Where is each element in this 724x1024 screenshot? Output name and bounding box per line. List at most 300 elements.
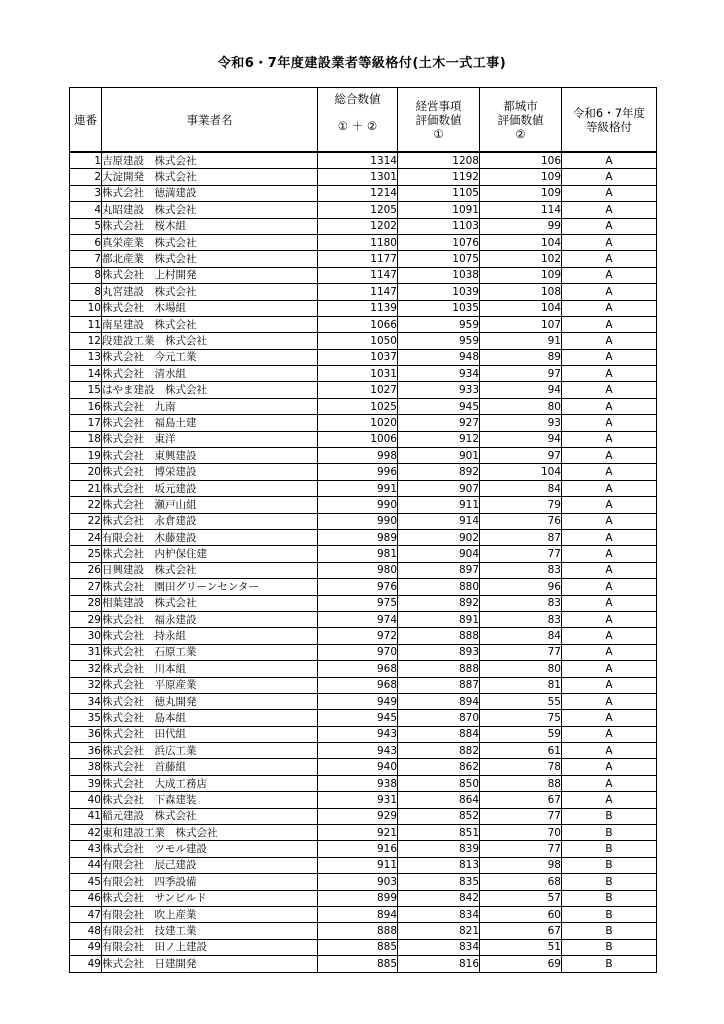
row-company-name: 株式会社 ツモル建設 [102, 841, 318, 857]
table-row [70, 267, 657, 283]
row-grade: A [562, 710, 657, 726]
row-no: 15 [70, 382, 102, 398]
row-management-score: 839 [398, 841, 480, 857]
row-grade: B [562, 841, 657, 857]
row-company-name: 稲元建設 株式会社 [102, 808, 318, 824]
row-city-score: 91 [480, 333, 562, 349]
table-row [70, 906, 657, 922]
row-grade: A [562, 759, 657, 775]
row-grade: B [562, 923, 657, 939]
row-company-name: 株式会社 東洋 [102, 431, 318, 447]
row-management-score: 842 [398, 890, 480, 906]
table-row [70, 366, 657, 382]
row-no: 6 [70, 234, 102, 250]
row-city-score: 70 [480, 825, 562, 841]
row-total-score: 1205 [318, 202, 398, 218]
row-no: 18 [70, 431, 102, 447]
row-grade: A [562, 349, 657, 365]
row-no: 42 [70, 825, 102, 841]
table-row [70, 202, 657, 218]
row-company-name: 株式会社 清水組 [102, 366, 318, 382]
row-total-score: 1139 [318, 300, 398, 316]
row-city-score: 75 [480, 710, 562, 726]
row-no: 40 [70, 792, 102, 808]
header-grade: 令和6・7年度 等級格付 [562, 88, 657, 153]
row-total-score: 990 [318, 497, 398, 513]
row-city-score: 99 [480, 218, 562, 234]
header-name: 事業者名 [102, 88, 318, 153]
table-row [70, 546, 657, 562]
row-management-score: 834 [398, 906, 480, 922]
row-no: 43 [70, 841, 102, 857]
grade-table [69, 87, 657, 973]
row-city-score: 78 [480, 759, 562, 775]
row-total-score: 945 [318, 710, 398, 726]
table-header [70, 88, 657, 153]
row-no: 5 [70, 218, 102, 234]
row-company-name: 株式会社 川本組 [102, 661, 318, 677]
row-management-score: 891 [398, 611, 480, 627]
row-management-score: 911 [398, 497, 480, 513]
row-grade: A [562, 448, 657, 464]
row-city-score: 67 [480, 923, 562, 939]
row-management-score: 912 [398, 431, 480, 447]
row-no: 7 [70, 251, 102, 267]
row-city-score: 106 [480, 152, 562, 169]
row-company-name: 大淀開発 株式会社 [102, 169, 318, 185]
row-management-score: 897 [398, 562, 480, 578]
row-grade: A [562, 497, 657, 513]
row-grade: A [562, 333, 657, 349]
row-city-score: 109 [480, 267, 562, 283]
table-row [70, 825, 657, 841]
row-city-score: 59 [480, 726, 562, 742]
row-management-score: 1076 [398, 234, 480, 250]
row-management-score: 1091 [398, 202, 480, 218]
row-no: 21 [70, 480, 102, 496]
table-row [70, 726, 657, 742]
row-city-score: 80 [480, 661, 562, 677]
row-city-score: 104 [480, 234, 562, 250]
row-no: 13 [70, 349, 102, 365]
row-no: 24 [70, 529, 102, 545]
row-company-name: 株式会社 園田グリーンセンター [102, 579, 318, 595]
row-total-score: 990 [318, 513, 398, 529]
row-total-score: 1202 [318, 218, 398, 234]
row-city-score: 77 [480, 841, 562, 857]
row-no: 29 [70, 611, 102, 627]
row-grade: A [562, 513, 657, 529]
table-row [70, 234, 657, 250]
row-no: 22 [70, 513, 102, 529]
row-company-name: 株式会社 桜木組 [102, 218, 318, 234]
row-management-score: 1038 [398, 267, 480, 283]
table-row [70, 956, 657, 972]
row-grade: A [562, 743, 657, 759]
table-row [70, 874, 657, 890]
row-grade: A [562, 251, 657, 267]
row-city-score: 76 [480, 513, 562, 529]
row-no: 46 [70, 890, 102, 906]
row-management-score: 1035 [398, 300, 480, 316]
header-no: 連番 [70, 88, 102, 153]
table-row [70, 529, 657, 545]
row-grade: A [562, 562, 657, 578]
row-total-score: 1180 [318, 234, 398, 250]
table-row [70, 513, 657, 529]
row-total-score: 911 [318, 857, 398, 873]
row-city-score: 83 [480, 611, 562, 627]
row-company-name: 日興建設 株式会社 [102, 562, 318, 578]
row-company-name: 真栄産業 株式会社 [102, 234, 318, 250]
row-company-name: 株式会社 下森建装 [102, 792, 318, 808]
row-no: 4 [70, 202, 102, 218]
row-company-name: 株式会社 石原工業 [102, 644, 318, 660]
row-management-score: 862 [398, 759, 480, 775]
table-row [70, 759, 657, 775]
row-city-score: 51 [480, 939, 562, 955]
row-company-name: 株式会社 上村開発 [102, 267, 318, 283]
row-grade: A [562, 726, 657, 742]
row-city-score: 93 [480, 415, 562, 431]
table-row [70, 644, 657, 660]
table-row [70, 480, 657, 496]
row-management-score: 864 [398, 792, 480, 808]
row-city-score: 104 [480, 464, 562, 480]
table-row [70, 890, 657, 906]
row-total-score: 1066 [318, 316, 398, 332]
row-management-score: 894 [398, 693, 480, 709]
row-city-score: 89 [480, 349, 562, 365]
row-company-name: 株式会社 徳丸開発 [102, 693, 318, 709]
table-row [70, 284, 657, 300]
row-no: 49 [70, 956, 102, 972]
row-city-score: 61 [480, 743, 562, 759]
row-company-name: 株式会社 瀬戸山組 [102, 497, 318, 513]
row-city-score: 102 [480, 251, 562, 267]
row-no: 22 [70, 497, 102, 513]
row-company-name: 株式会社 木場組 [102, 300, 318, 316]
row-no: 11 [70, 316, 102, 332]
row-city-score: 108 [480, 284, 562, 300]
row-total-score: 972 [318, 628, 398, 644]
row-total-score: 1147 [318, 284, 398, 300]
table-row [70, 300, 657, 316]
table-row [70, 333, 657, 349]
row-city-score: 57 [480, 890, 562, 906]
row-city-score: 97 [480, 366, 562, 382]
row-management-score: 816 [398, 956, 480, 972]
row-total-score: 980 [318, 562, 398, 578]
row-grade: A [562, 185, 657, 201]
row-company-name: 丸昭建設 株式会社 [102, 202, 318, 218]
row-management-score: 892 [398, 595, 480, 611]
row-no: 20 [70, 464, 102, 480]
row-total-score: 975 [318, 595, 398, 611]
table-row [70, 611, 657, 627]
row-company-name: 株式会社 サンビルド [102, 890, 318, 906]
row-total-score: 968 [318, 661, 398, 677]
row-management-score: 1103 [398, 218, 480, 234]
row-total-score: 1027 [318, 382, 398, 398]
header-total: 総合数値 ① ＋ ② [318, 88, 398, 153]
row-grade: A [562, 661, 657, 677]
table-row [70, 382, 657, 398]
row-no: 30 [70, 628, 102, 644]
row-grade: B [562, 874, 657, 890]
table-row [70, 775, 657, 791]
row-company-name: 有限会社 四季設備 [102, 874, 318, 890]
row-management-score: 850 [398, 775, 480, 791]
row-grade: A [562, 529, 657, 545]
row-no: 28 [70, 595, 102, 611]
row-grade: A [562, 677, 657, 693]
row-no: 8 [70, 267, 102, 283]
table-row [70, 562, 657, 578]
row-no: 49 [70, 939, 102, 955]
table-row [70, 808, 657, 824]
row-city-score: 55 [480, 693, 562, 709]
table-row [70, 431, 657, 447]
row-management-score: 1208 [398, 152, 480, 169]
row-management-score: 1039 [398, 284, 480, 300]
table-row [70, 169, 657, 185]
row-company-name: 株式会社 浜広工業 [102, 743, 318, 759]
row-management-score: 888 [398, 661, 480, 677]
row-company-name: 吉原建設 株式会社 [102, 152, 318, 169]
row-no: 35 [70, 710, 102, 726]
row-company-name: はやま建設 株式会社 [102, 382, 318, 398]
row-city-score: 84 [480, 480, 562, 496]
row-total-score: 1031 [318, 366, 398, 382]
row-company-name: 株式会社 田代組 [102, 726, 318, 742]
row-total-score: 943 [318, 743, 398, 759]
row-no: 3 [70, 185, 102, 201]
row-city-score: 81 [480, 677, 562, 693]
row-total-score: 1025 [318, 398, 398, 414]
row-total-score: 943 [318, 726, 398, 742]
row-no: 14 [70, 366, 102, 382]
row-total-score: 938 [318, 775, 398, 791]
row-total-score: 996 [318, 464, 398, 480]
row-management-score: 880 [398, 579, 480, 595]
row-total-score: 940 [318, 759, 398, 775]
table-row [70, 218, 657, 234]
row-grade: A [562, 644, 657, 660]
row-management-score: 948 [398, 349, 480, 365]
row-total-score: 974 [318, 611, 398, 627]
row-grade: B [562, 906, 657, 922]
row-total-score: 1177 [318, 251, 398, 267]
row-management-score: 904 [398, 546, 480, 562]
row-company-name: 株式会社 今元工業 [102, 349, 318, 365]
row-grade: B [562, 825, 657, 841]
row-city-score: 77 [480, 644, 562, 660]
row-management-score: 887 [398, 677, 480, 693]
table-body [70, 152, 657, 972]
row-management-score: 902 [398, 529, 480, 545]
table-row [70, 628, 657, 644]
row-grade: A [562, 234, 657, 250]
row-total-score: 916 [318, 841, 398, 857]
row-company-name: 有限会社 吹上産業 [102, 906, 318, 922]
row-total-score: 981 [318, 546, 398, 562]
table-row [70, 185, 657, 201]
table-row [70, 677, 657, 693]
row-no: 32 [70, 661, 102, 677]
row-no: 25 [70, 546, 102, 562]
row-grade: A [562, 382, 657, 398]
row-management-score: 884 [398, 726, 480, 742]
row-city-score: 77 [480, 808, 562, 824]
row-no: 27 [70, 579, 102, 595]
row-grade: A [562, 415, 657, 431]
row-grade: B [562, 956, 657, 972]
row-total-score: 903 [318, 874, 398, 890]
table-row [70, 349, 657, 365]
row-no: 38 [70, 759, 102, 775]
row-company-name: 株式会社 首藤組 [102, 759, 318, 775]
row-total-score: 1314 [318, 152, 398, 169]
row-city-score: 94 [480, 431, 562, 447]
row-no: 32 [70, 677, 102, 693]
row-no: 34 [70, 693, 102, 709]
row-management-score: 882 [398, 743, 480, 759]
row-company-name: 株式会社 日建開発 [102, 956, 318, 972]
row-total-score: 976 [318, 579, 398, 595]
row-company-name: 東和建設工業 株式会社 [102, 825, 318, 841]
row-grade: A [562, 169, 657, 185]
table-row [70, 661, 657, 677]
row-grade: A [562, 480, 657, 496]
row-city-score: 80 [480, 398, 562, 414]
row-company-name: 都北産業 株式会社 [102, 251, 318, 267]
row-management-score: 852 [398, 808, 480, 824]
row-company-name: 株式会社 坂元建設 [102, 480, 318, 496]
row-city-score: 97 [480, 448, 562, 464]
row-total-score: 998 [318, 448, 398, 464]
row-management-score: 934 [398, 366, 480, 382]
row-no: 44 [70, 857, 102, 873]
row-grade: B [562, 939, 657, 955]
row-grade: B [562, 857, 657, 873]
row-total-score: 894 [318, 906, 398, 922]
row-city-score: 104 [480, 300, 562, 316]
row-company-name: 有限会社 田ノ上建設 [102, 939, 318, 955]
row-grade: A [562, 579, 657, 595]
row-grade: A [562, 152, 657, 169]
row-grade: A [562, 464, 657, 480]
row-total-score: 968 [318, 677, 398, 693]
row-management-score: 888 [398, 628, 480, 644]
page-title: 令和6・7年度建設業者等級格付(土木一式工事) [217, 56, 507, 71]
row-company-name: 段建設工業 株式会社 [102, 333, 318, 349]
row-total-score: 931 [318, 792, 398, 808]
row-management-score: 893 [398, 644, 480, 660]
row-total-score: 921 [318, 825, 398, 841]
row-no: 45 [70, 874, 102, 890]
table-row [70, 464, 657, 480]
row-grade: A [562, 595, 657, 611]
row-management-score: 1192 [398, 169, 480, 185]
table-row [70, 939, 657, 955]
row-company-name: 株式会社 福永建設 [102, 611, 318, 627]
row-company-name: 株式会社 持永組 [102, 628, 318, 644]
row-company-name: 有限会社 辰己建設 [102, 857, 318, 873]
row-management-score: 892 [398, 464, 480, 480]
row-management-score: 945 [398, 398, 480, 414]
row-total-score: 888 [318, 923, 398, 939]
row-no: 1 [70, 152, 102, 169]
table-row [70, 841, 657, 857]
table-row [70, 857, 657, 873]
row-management-score: 821 [398, 923, 480, 939]
row-no: 26 [70, 562, 102, 578]
row-city-score: 67 [480, 792, 562, 808]
row-company-name: 株式会社 九南 [102, 398, 318, 414]
row-company-name: 有限会社 木藤建設 [102, 529, 318, 545]
row-city-score: 94 [480, 382, 562, 398]
row-total-score: 1301 [318, 169, 398, 185]
row-management-score: 835 [398, 874, 480, 890]
header-city: 都城市 評価数値 ② [480, 88, 562, 153]
row-no: 47 [70, 906, 102, 922]
row-city-score: 87 [480, 529, 562, 545]
row-total-score: 989 [318, 529, 398, 545]
row-city-score: 88 [480, 775, 562, 791]
row-management-score: 907 [398, 480, 480, 496]
row-grade: A [562, 316, 657, 332]
row-no: 31 [70, 644, 102, 660]
table-row [70, 792, 657, 808]
row-grade: A [562, 398, 657, 414]
row-city-score: 79 [480, 497, 562, 513]
row-grade: A [562, 218, 657, 234]
table-row [70, 497, 657, 513]
row-company-name: 株式会社 徳満建設 [102, 185, 318, 201]
table-row [70, 595, 657, 611]
row-company-name: 株式会社 福島土建 [102, 415, 318, 431]
row-company-name: 有限会社 技建工業 [102, 923, 318, 939]
table-row [70, 579, 657, 595]
row-city-score: 77 [480, 546, 562, 562]
row-total-score: 1020 [318, 415, 398, 431]
row-company-name: 相葉建設 株式会社 [102, 595, 318, 611]
row-city-score: 98 [480, 857, 562, 873]
row-city-score: 83 [480, 562, 562, 578]
row-total-score: 1050 [318, 333, 398, 349]
row-management-score: 1105 [398, 185, 480, 201]
table-row [70, 710, 657, 726]
row-company-name: 株式会社 博栄建設 [102, 464, 318, 480]
table-row [70, 251, 657, 267]
row-no: 39 [70, 775, 102, 791]
row-management-score: 870 [398, 710, 480, 726]
row-no: 8 [70, 284, 102, 300]
row-management-score: 959 [398, 333, 480, 349]
row-no: 36 [70, 726, 102, 742]
table-row [70, 415, 657, 431]
row-grade: B [562, 808, 657, 824]
row-management-score: 901 [398, 448, 480, 464]
row-management-score: 813 [398, 857, 480, 873]
row-city-score: 60 [480, 906, 562, 922]
row-city-score: 84 [480, 628, 562, 644]
table-row [70, 316, 657, 332]
row-city-score: 107 [480, 316, 562, 332]
row-management-score: 933 [398, 382, 480, 398]
row-total-score: 970 [318, 644, 398, 660]
